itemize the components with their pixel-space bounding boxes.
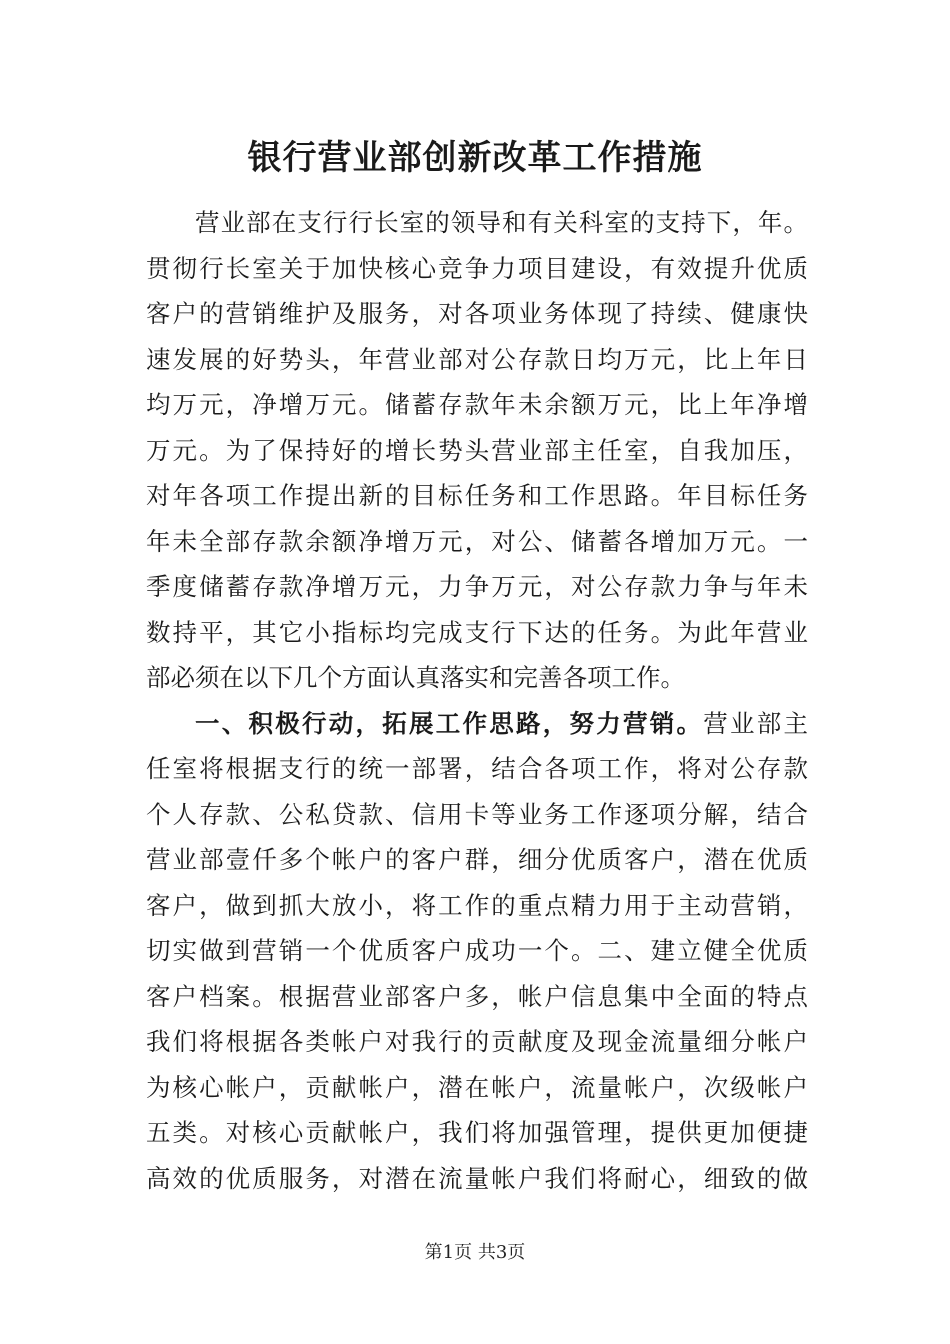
paragraph-line: 万元。为了保持好的增长势头营业部主任室，自我加压，	[146, 435, 808, 465]
paragraph-line: 客户，做到抓大放小，将工作的重点精力用于主动营销，	[146, 890, 808, 920]
document-body	[146, 200, 808, 1201]
paragraph-line: 为核心帐户，贡献帐户，潜在帐户，流量帐户，次级帐户	[146, 1072, 808, 1102]
page-number-footer: 第1页 共3页	[424, 1242, 526, 1263]
paragraph-line: 客户的营销维护及服务，对各项业务体现了持续、健康快	[146, 299, 808, 328]
paragraph-line: 个人存款、公私贷款、信用卡等业务工作逐项分解，结合	[146, 799, 808, 829]
paragraph-line: 速发展的好势头，年营业部对公存款日均万元，比上年日	[146, 344, 808, 374]
paragraph-line: 均万元，净增万元。储蓄存款年未余额万元，比上年净增	[146, 390, 808, 419]
paragraph-line: 季度储蓄存款净增万元，力争万元，对公存款力争与年未	[146, 572, 808, 601]
section-heading-tail: 营业部主	[703, 708, 808, 738]
paragraph-line: 营业部在支行行长室的领导和有关科室的支持下，年。	[195, 208, 808, 237]
section-heading: 一、积极行动，拓展工作思路，努力营销。	[195, 708, 704, 738]
paragraph-line: 贯彻行长室关于加快核心竞争力项目建设，有效提升优质	[146, 253, 808, 283]
paragraph-line: 客户档案。根据营业部客户多，帐户信息集中全面的特点	[146, 981, 808, 1011]
paragraph-line: 高效的优质服务，对潜在流量帐户我们将耐心，细致的做	[146, 1163, 808, 1193]
paragraph-line: 任室将根据支行的统一部署，结合各项工作，将对公存款	[146, 754, 808, 783]
paragraph-line: 切实做到营销一个优质客户成功一个。二、建立健全优质	[146, 936, 808, 965]
paragraph-line: 对年各项工作提出新的目标任务和工作思路。年目标任务	[146, 481, 808, 510]
paragraph-line: 数持平，其它小指标均完成支行下达的任务。为此年营业	[146, 617, 808, 647]
paragraph-line: 我们将根据各类帐户对我行的贡献度及现金流量细分帐户	[146, 1027, 808, 1056]
paragraph-line: 部必须在以下几个方面认真落实和完善各项工作。	[146, 663, 685, 692]
paragraph-line: 营业部壹仟多个帐户的客户群，细分优质客户，潜在优质	[146, 845, 808, 874]
paragraph-line: 五类。对核心贡献帐户，我们将加强管理，提供更加便捷	[146, 1118, 808, 1147]
section-heading-line	[146, 701, 808, 747]
paragraph-line: 年未全部存款余额净增万元，对公、储蓄各增加万元。一	[146, 526, 808, 556]
page-title: 银行营业部创新改革工作措施	[247, 138, 703, 178]
